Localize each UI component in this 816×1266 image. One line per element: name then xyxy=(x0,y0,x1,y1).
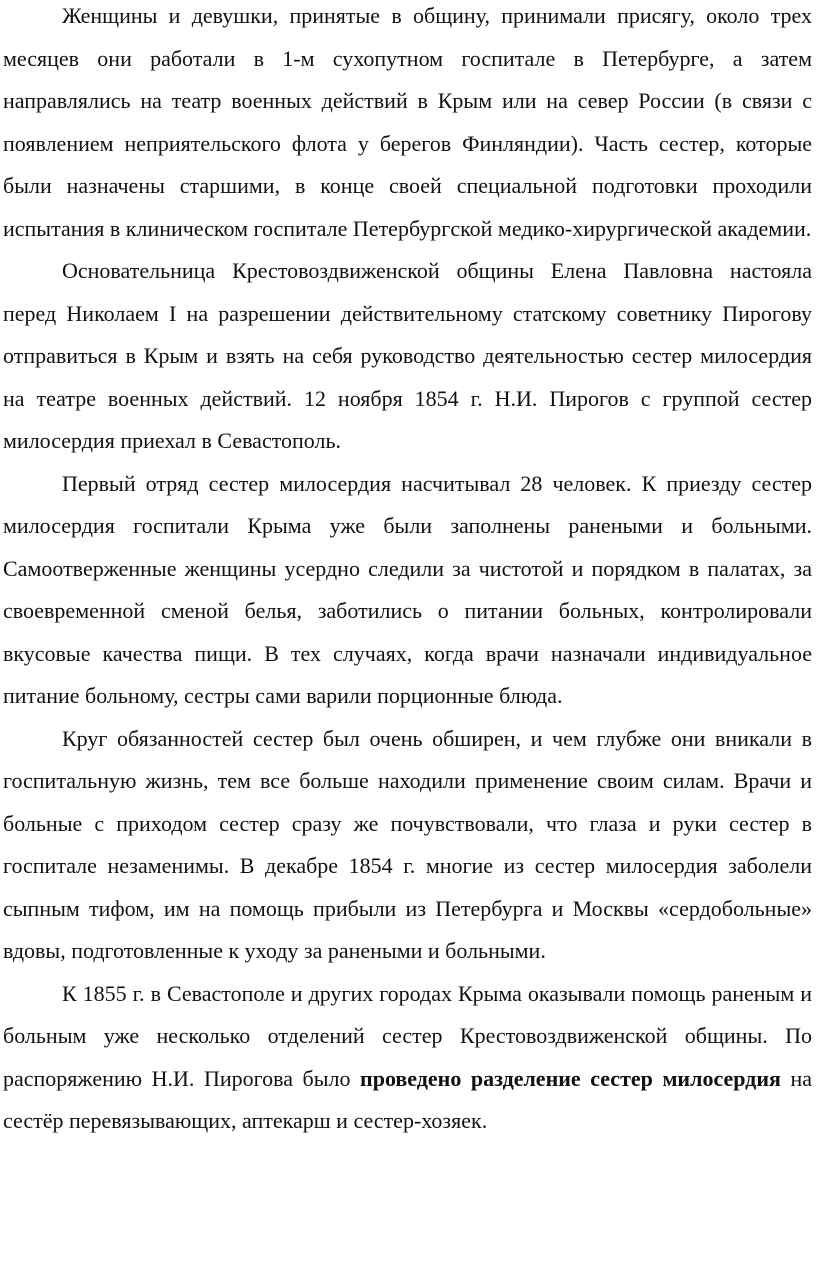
paragraph-5-text-start: К 1855 г. в Севастополе и других городах Крыма оказывали помощь раненым и больным уже несколько отделений сестер Крестовоздвиженской общины. По распоряжению Н.И. Пирогова было xyxy=(3,980,812,1091)
paragraph-4: Круг обязанностей сестер был очень обширен, и чем глубже они вникали в госпитальную жизнь, тем все больше находили применение своим силам. Врачи и больные с приходом сестер сразу же почувствовали, что глаза и руки сестер в госпитале незаменимы. В декабре 1854 г. многие из сестер милосердия заболели сыпным тифом, им на помощь прибыли из Петербурга и Москвы «сердобольные» вдовы, подготовленные к уходу за ранеными и больными. xyxy=(3,725,812,963)
paragraph-5 xyxy=(3,973,812,1143)
paragraph-5-bold-phrase: проведено разделение сестер милосердия xyxy=(360,1065,781,1091)
paragraph-3: Первый отряд сестер милосердия насчитывал 28 человек. К приезду сестер милосердия госпитали Крыма уже были заполнены ранеными и больными. Самоотверженные женщины усердно следили за чистотой и порядком в палатах, за своевременной сменой белья, заботились о питании больных, контролировали вкусовые качества пищи. В тех случаях, когда врачи назначали индивидуальное питание больному, сестры сами варили порционные блюда. xyxy=(3,470,812,708)
paragraph-2: Основательница Крестовоздвиженской общины Елена Павловна настояла перед Николаем I на разрешении действительному статскому советнику Пирогову отправиться в Крым и взять на себя руководство деятельностью сестер милосердия на театре военных действий. 12 ноября 1854 г. Н.И. Пирогов с группой сестер милосердия приехал в Севастополь. xyxy=(3,258,812,453)
paragraph-1: Женщины и девушки, принятые в общину, принимали присягу, около трех месяцев они работали в 1-м сухопутном госпитале в Петербурге, а затем направлялись на театр военных действий в Крым или на север России (в связи с появлением неприятельского флота у берегов Финляндии). Часть сестер, которые были назначены старшими, в конце своей специальной подготовки проходили испытания в клиническом госпитале Петербургской медико-хирургической академии. xyxy=(3,3,812,241)
paragraph-5-text-end: на сестёр перевязывающих, аптекарш и сестер-хозяек. xyxy=(3,1065,813,1133)
